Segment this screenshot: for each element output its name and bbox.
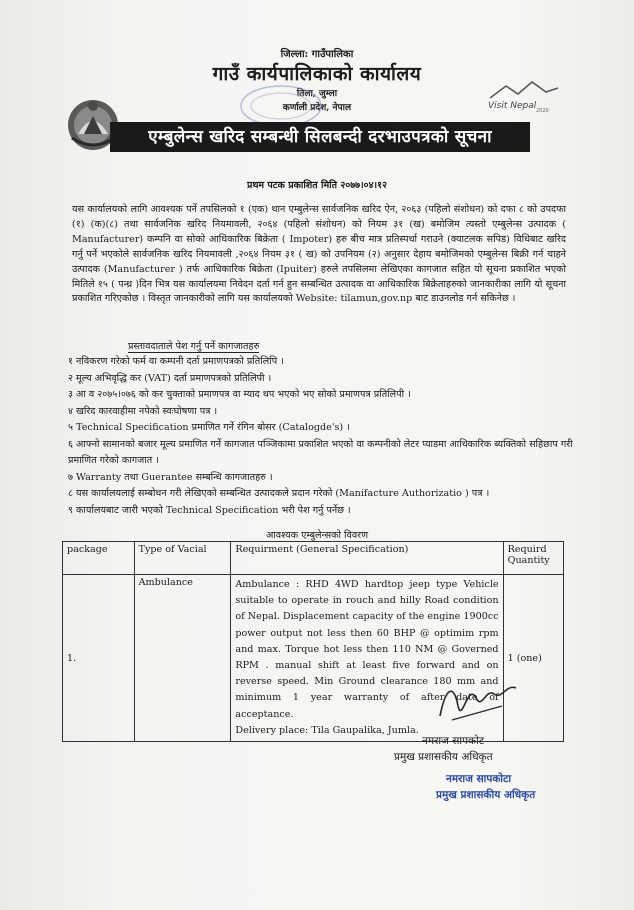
cell-package: 1.	[63, 575, 135, 742]
visit-nepal-logo-icon	[484, 78, 564, 114]
publication-date: प्रथम पटक प्रकाशित मिति २०७७।०४।१२	[246, 180, 388, 191]
list-item: ६ आफ्नो सामानको बजार मूल्य प्रमाणित गर्ने कागजात पञ्जिकामा प्रकाशित भएको वा कम्पनीको लेटर प्याडमा आधिकारिक ब्यक्तिको सहिछाप गरी प्रमाणित गरेको कागजात ।	[68, 438, 573, 466]
notice-title-banner: एम्बुलेन्स खरिद सम्बन्धी सिलबन्दी दरभाउपत्रको सूचना	[110, 122, 530, 152]
header-requirement: Requirment (General Specification)	[231, 542, 503, 575]
spec-text: Ambulance : RHD 4WD hardtop jeep type Vehicle suitable to operate in rouch and hilly Road condition of Nepal. Displacement capacity of the engine 1900cc power output not less then 60 BHP @ optimim rpm and max. Torque hot less then 110 NM @ Governed RPM . manual shift at least five forward and on reverse speed. Min Ground clearance 180 mm and minimum 1 year warranty of after date of acceptance.	[235, 579, 499, 720]
district-line: जिल्ला: गाउँपालिका	[280, 49, 354, 60]
header-quantity: Requird Quantity	[503, 542, 563, 575]
documents-list	[68, 354, 578, 519]
list-item: ३ आ व २०७५।०७६ को कर चुक्ताको प्रमाणपत्र वा म्याद थप भएको भए सोको प्रमाणपत्र प्रतिलिपी ।	[68, 389, 411, 400]
list-item: ९ कार्यालयबाट जारी भएको Technical Specification भरी पेश गर्नु पर्नेछ ।	[68, 504, 351, 516]
header-package: package	[63, 542, 135, 575]
delivery-place: Delivery place: Tila Gaupalika, Jumla.	[235, 724, 419, 736]
list-item: १ नविकरण गरेको फर्म वा कम्पनी दर्ता प्रमाणपत्रको प्रतिलिपि ।	[68, 356, 284, 367]
list-item: ५ Technical Specification प्रमाणित गर्ने रंगिन बोसर (Catalogde's) ।	[68, 422, 350, 433]
table-caption: आवश्यक एम्बुलेन्सको विवरण	[265, 530, 369, 541]
notice-body: यस कार्यालयको लागि आवश्यक पर्ने तपसिलको १ (एक) थान एम्बुलेन्स सार्वजनिक खरिद ऐन, २०६३ (पहिलो संशोधन) को दफा ८ को उपदफा (१) (क)(८) तथा सार्वजनिक खरिद नियमावली, २०६४ (पहिलो संशोधन) को नियम ३१ (ख) बमोजिम त्यस्तो एम्बुलेन्स उत्पादक ( Manufacturer) कम्पनि वा सोको आधिकारिक बिक्रेता ( Impoter) हरु बीच मात्र प्रतिस्पर्धा गराउने (क्याटलक सपिड) विधिबाट खरिद गर्नु पर्ने भएकोले सार्वजनिक खरिद नियमावली ,२०६४ नियम ३१ ( ख) को उपनियम (२) अनुसार देहाय बमोजिमको एम्बुलेन्स बिक्री गर्न चाहने उत्पादक (Manufacturer ) तर्फ आधिकारिक बिक्रेता (Ipuiter) हरुले तपसिलमा लेखिएका कागजात सहित यो सूचना प्रकाशित भएको मितिले १५ ( पन्ध्र )दिन भित्र यस कार्यालयमा निवेदन दर्ता गर्न हुन सम्बन्धित उत्पादक वा आधिकारिक बिक्रेताहरुको जानकारीका लागि यो सूचना प्रकाशित गरिएकोछ । विस्तृत जानकारीको लागि यस कार्यालयको Website: tilamun,gov.np बाट डाउनलोड गर्न सकिनेछ ।	[72, 204, 566, 305]
office-stamp-icon	[236, 78, 326, 128]
office-name: गाउँ कार्यपालिकाको कार्यालय	[212, 63, 422, 85]
stamp-name: नमराज सापकोटा	[446, 773, 512, 785]
cell-quantity: 1 (one)	[503, 575, 563, 742]
list-item: २ मूल्य अभिवृद्धि कर (VAT) दर्ता प्रमाणपत्रको प्रतिलिपी ।	[68, 372, 272, 384]
cell-type: Ambulance	[134, 575, 231, 742]
place-line: तिला, जुम्ला	[296, 89, 338, 99]
signature-icon	[432, 676, 522, 726]
list-item: ४ खरिद कारवाहीमा नपेको स्वःघोषणा पत्र ।	[68, 405, 218, 417]
documents-heading: प्रस्तावदाताले पेश गर्नु पर्ने कागजातहरु	[128, 341, 260, 352]
stamp-title: प्रमुख प्रशासकीय अधिकृत	[436, 789, 536, 801]
list-item: ७ Warranty तथा Guerantee सम्बन्धि कागजातहरु ।	[68, 471, 273, 483]
table-header-row	[63, 542, 564, 575]
signatory-title: प्रमुख प्रशासकीय अधिकृत	[394, 751, 493, 763]
list-item: ८ यस कार्यालयलाई सम्बोधन गरी लेखिएको सम्बन्धित उत्पादकले प्रदान गरेको (Manifacture Authorizatio ) पत्र ।	[68, 488, 490, 499]
visit-logo-year: 2020	[536, 108, 549, 114]
header-type: Type of Vacial	[134, 542, 231, 575]
visit-logo-text: Visit Nepal	[488, 101, 537, 111]
province-line: कर्णाली प्रदेश, नेपाल	[282, 103, 352, 113]
signatory-name: नमराज सापकोट	[422, 735, 485, 747]
